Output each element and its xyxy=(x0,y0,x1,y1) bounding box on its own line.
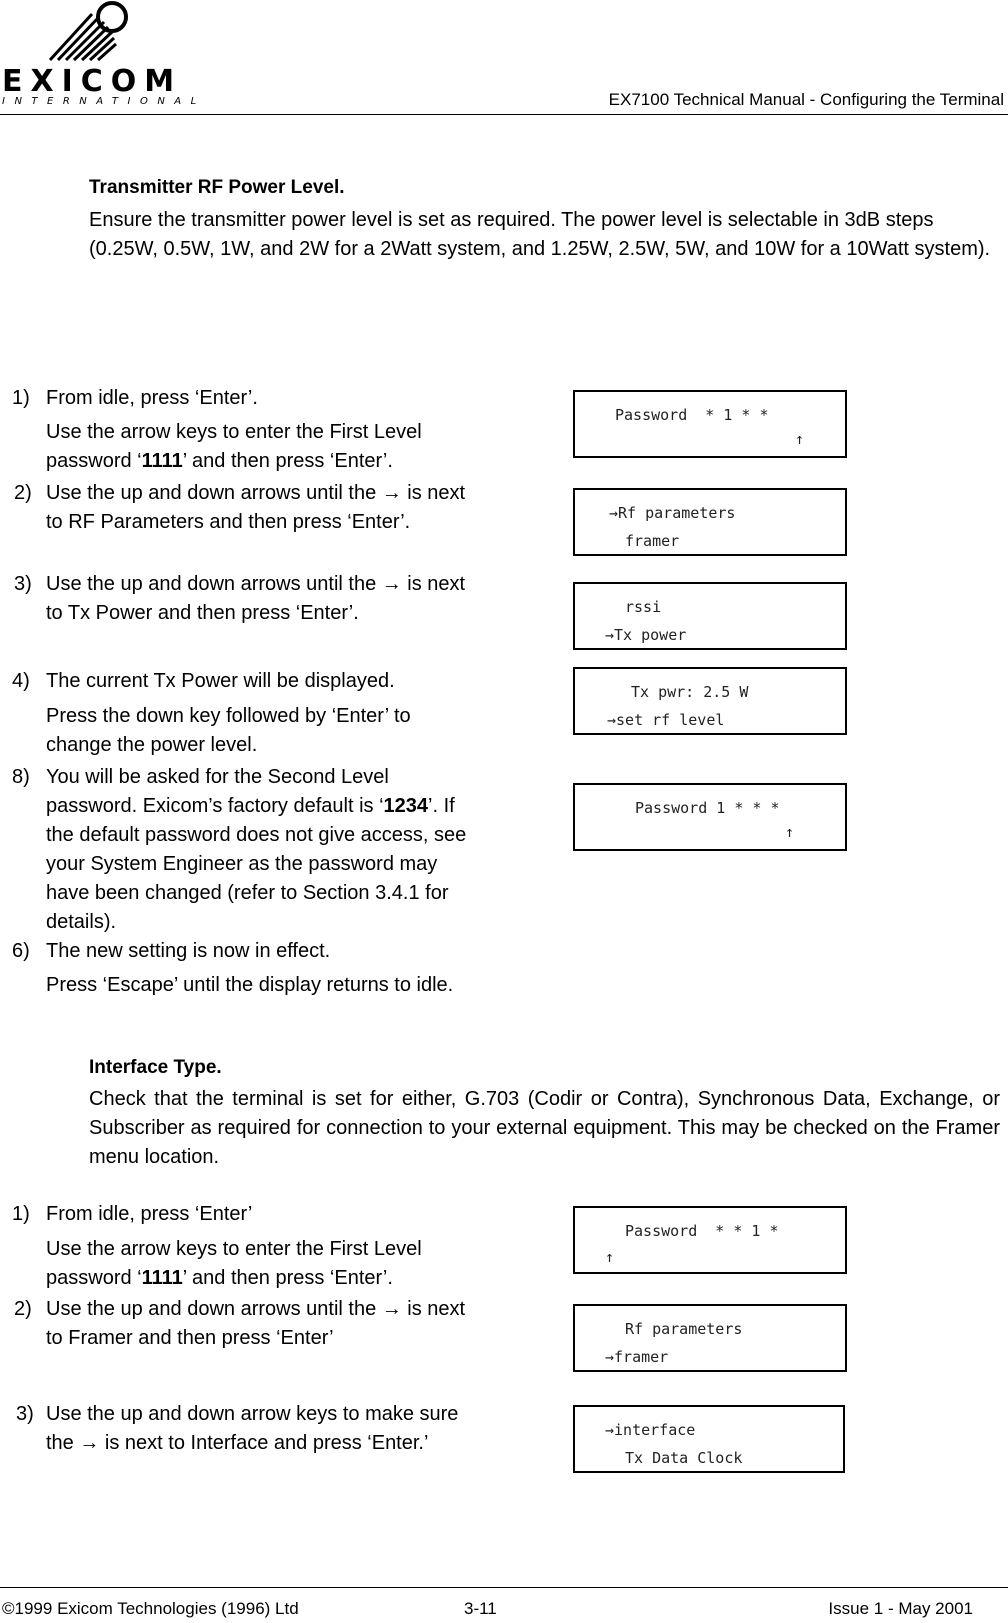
lcd-password-interface: Password * * 1 * ↑ xyxy=(573,1206,847,1274)
step-3-tx-power xyxy=(14,570,484,628)
step-text: The current Tx Power will be displayed. xyxy=(46,670,395,692)
footer-page-number: 3-11 xyxy=(464,1599,497,1618)
step-4-change-note: Press the down key followed by ‘Enter’ to change the power level. xyxy=(46,705,411,756)
step-text: From idle, press ‘Enter’. xyxy=(46,387,258,409)
step-1-password-note: Use the arrow keys to enter the First Level password ‘1111’ and then press ‘Enter’. xyxy=(46,421,422,472)
lcd-password-first-level: Password * 1 * * ↑ xyxy=(573,390,847,458)
step-2-framer xyxy=(14,1295,484,1353)
step-4-current-power xyxy=(12,667,482,696)
step-3-interface xyxy=(16,1400,486,1458)
step-text: From idle, press ‘Enter’ xyxy=(46,1203,253,1225)
section-body-rf-power: Ensure the transmitter power level is set as required. The power level is selectable in 3dB steps (0.25W, 0.5W, 1W, and 2W for a 2Watt system, and 1.25W, 2.5W, 5W, and 10W for a 10Watt system). xyxy=(89,209,991,260)
step-1-idle-enter-2 xyxy=(12,1200,482,1229)
lcd-password-second-level: Password 1 * * * ↑ xyxy=(573,783,847,851)
step-6-escape-note: Press ‘Escape’ until the display returns to idle. xyxy=(46,974,454,996)
step-text: You will be asked for the Second Level password. Exicom’s factory default is ‘1234’. If the default password does not give access, see your System Engineer as the password may have been changed (refer to Section 3.4.1 for details). xyxy=(46,766,467,933)
lcd-framer: Rf parameters →framer xyxy=(573,1304,847,1372)
step-1-password-note-2: Use the arrow keys to enter the First Level password ‘1111’ and then press ‘Enter’. xyxy=(46,1238,422,1289)
lcd-tx-power: rssi →Tx power xyxy=(573,582,847,650)
logo-wordmark: EXICOM xyxy=(2,64,183,99)
footer-divider xyxy=(0,1587,1008,1588)
step-text: Use the up and down arrows until the → is next to Tx Power and then press ‘Enter’. xyxy=(46,573,466,624)
lcd-set-rf-level: Tx pwr: 2.5 W →set rf level xyxy=(573,667,847,735)
step-number: 3) xyxy=(14,573,32,595)
step-number: 8) xyxy=(12,766,30,788)
footer-copyright: ©1999 Exicom Technologies (1996) Ltd xyxy=(2,1599,299,1618)
password-1111: 1111 xyxy=(141,450,183,472)
header-divider xyxy=(0,114,1008,115)
lcd-interface: →interface Tx Data Clock xyxy=(573,1405,845,1473)
step-number: 1) xyxy=(12,387,30,409)
step-number: 3) xyxy=(16,1403,34,1425)
document-header-title: EX7100 Technical Manual - Configuring the Terminal xyxy=(608,90,1004,109)
logo-tagline: INTERNATIONAL xyxy=(2,96,206,107)
step-number: 6) xyxy=(12,940,30,962)
step-text: The new setting is now in effect. xyxy=(46,940,331,962)
step-number: 4) xyxy=(12,670,30,692)
password-1234: 1234 xyxy=(383,795,429,817)
step-number: 1) xyxy=(12,1203,30,1225)
step-text: Use the up and down arrow keys to make sure the → is next to Interface and press ‘Enter.’ xyxy=(46,1403,459,1454)
step-text: Use the up and down arrows until the → is next to Framer and then press ‘Enter’ xyxy=(46,1298,466,1349)
section-title-interface-type: Interface Type. xyxy=(89,1057,222,1078)
step-text: Use the up and down arrows until the → is next to RF Parameters and then press ‘Enter’. xyxy=(46,482,466,533)
step-2-rf-parameters xyxy=(14,479,484,537)
password-1111: 1111 xyxy=(141,1267,183,1289)
step-number: 2) xyxy=(14,1298,32,1320)
step-number: 2) xyxy=(14,482,32,504)
lcd-rf-parameters: →Rf parameters framer xyxy=(573,488,847,556)
footer-issue: Issue 1 - May 2001 xyxy=(828,1599,973,1618)
step-8-second-password xyxy=(12,763,482,937)
section-body-interface-type: Check that the terminal is set for either, G.703 (Codir or Contra), Synchronous Data, Exchange, or Subscriber as required for connection to your external equipment. This may be checked on the Framer menu location. xyxy=(89,1088,1000,1168)
section-title-rf-power: Transmitter RF Power Level. xyxy=(89,177,345,198)
step-6-in-effect xyxy=(12,937,482,966)
step-1-idle-enter xyxy=(12,384,482,413)
